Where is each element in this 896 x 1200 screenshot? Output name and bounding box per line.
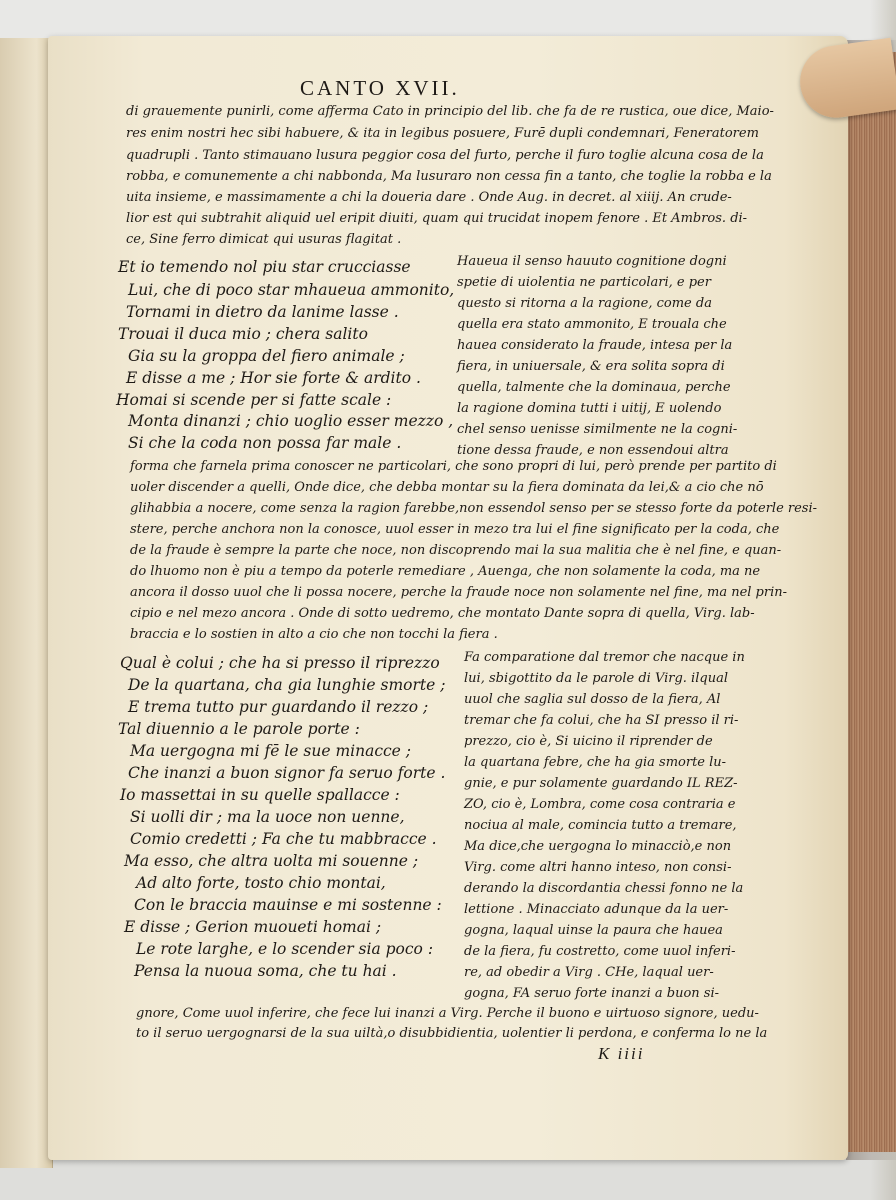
gloss-line: gogna, FA seruo forte inanzi a buon si- — [464, 986, 720, 1001]
gloss-line: gnie, e pur solamente guardando IL REZ- — [464, 776, 738, 791]
gloss-line: de la fiera, fu costretto, come uuol inferi- — [464, 944, 736, 959]
gloss-line: quella era stato ammonito, E trouala che — [457, 317, 727, 332]
verse-line: Tal diuennio a le parole porte : — [118, 720, 360, 738]
mid-commentary-line: de la fraude è sempre la parte che noce, non discoprendo mai la sua malitia che è nel fine, e quan- — [130, 543, 782, 558]
verse-line: Ma esso, che altra uolta mi souenne ; — [124, 852, 419, 870]
gloss-line: quella, talmente che la dominaua, perche — [457, 380, 731, 395]
mid-commentary-line: braccia e lo sostien in alto a cio che non tocchi la fiera . — [130, 627, 498, 642]
top-commentary-line: quadrupli . Tanto stimauano lusura peggior cosa del furto, perche il furo toglie alcuna cosa de la — [126, 148, 764, 163]
gloss-line: Haueua il senso hauuto cognitione dogni — [457, 254, 727, 269]
gloss-line: Virg. come altri hanno inteso, non consi- — [464, 860, 732, 875]
gloss-line: la ragione domina tutti i uitij, E uolendo — [457, 401, 722, 416]
mid-commentary-line: glihabbia a nocere, come senza la ragion farebbe,non essendol senso per se stesso forte da poterle resi- — [130, 501, 818, 516]
gloss-line: ZO, cio è, Lombra, come cosa contraria e — [464, 797, 736, 812]
top-commentary-line: uita insieme, e massimamente a chi la doueria dare . Onde Aug. in decret. al xiiij. An crude- — [126, 190, 732, 205]
gloss-line: Ma dice,che uergogna lo minacciò,e non — [464, 839, 732, 854]
gloss-line: gogna, laqual uinse la paura che hauea — [464, 923, 723, 938]
gloss-line: questo si ritorna a la ragione, come da — [457, 296, 712, 311]
verse-line: Tornami in dietro da lanime lasse . — [126, 303, 399, 321]
gloss-line: derando la discordantia chessi fonno ne la — [464, 881, 744, 896]
verse-line: Con le braccia mauinse e mi sostenne : — [134, 896, 442, 914]
signature-mark: K iiii — [598, 1044, 645, 1063]
verse-line: Et io temendo nol piu star crucciasse — [118, 258, 411, 276]
verse-line: E disse a me ; Hor sie forte & ardito . — [126, 369, 421, 387]
gloss-line: hauea considerato la fraude, intesa per la — [457, 338, 733, 353]
gloss-line: lettione . Minacciato adunque da la uer- — [464, 902, 729, 917]
gloss-line: fiera, in uniuersale, & era solita sopra di — [457, 359, 725, 374]
verse-line: Lui, che di poco star mhaueua ammonito, — [128, 281, 455, 299]
gloss-line: chel senso uenisse similmente ne la cogni- — [457, 422, 738, 437]
mid-commentary-line: cipio e nel mezo ancora . Onde di sotto uedremo, che montato Dante sopra di quella, Virg. lab- — [130, 606, 755, 621]
top-commentary-line: ce, Sine ferro dimicat qui usuras flagitat . — [126, 232, 402, 247]
gloss-line: re, ad obedir a Virg . CHe, laqual uer- — [464, 965, 714, 980]
top-commentary-line: lior est qui subtrahit aliquid uel eripit diuiti, quam qui trucidat inopem fenore . Et Ambros. di- — [126, 211, 748, 226]
gloss-line: uuol che saglia sul dosso de la fiera, Al — [464, 692, 721, 707]
mid-commentary-line: uoler discender a quelli, Onde dice, che debba montar su la fiera dominata da lei,& a cio che nō — [130, 480, 764, 495]
verse-line: Si uolli dir ; ma la uoce non uenne, — [130, 808, 405, 826]
verse-line: Homai si scende per si fatte scale : — [116, 391, 392, 409]
page-header: CANTO XVII. — [300, 76, 460, 100]
verse-line: Si che la coda non possa far male . — [128, 434, 402, 452]
left-page-edge — [0, 38, 53, 1168]
verse-line: Ma uergogna mi fē le sue minacce ; — [130, 742, 412, 760]
gloss-line: tione dessa fraude, e non essendoui altra — [457, 443, 729, 458]
gloss-line: nociua al male, comincia tutto a tremare, — [464, 818, 737, 833]
verse-line: E disse ; Gerion muoueti homai ; — [124, 918, 382, 936]
gloss-line: tremar che fa colui, che ha SI presso il ri- — [464, 713, 739, 728]
top-commentary-line: di grauemente punirli, come afferma Cato in principio del lib. che fa de re rustica, oue dice, Maio- — [126, 104, 774, 119]
gloss-line: prezzo, cio è, Si uicino il riprender de — [464, 734, 713, 749]
verse-line: Qual è colui ; che ha si presso il riprezzo — [120, 654, 440, 672]
verse-line: Monta dinanzi ; chio uoglio esser mezzo , — [128, 412, 454, 430]
top-commentary-line: robba, e comunemente a chi nabbonda, Ma lusuraro non cessa fin a tanto, che toglie la robba e la — [126, 169, 772, 184]
mid-commentary-line: stere, perche anchora non la conosce, uuol esser in mezo tra lui el fine significato per la coda, che — [130, 522, 780, 537]
verse-line: Pensa la nuoua soma, che tu hai . — [134, 962, 397, 980]
verse-line: Trouai il duca mio ; chera salito — [118, 325, 368, 343]
bottom-commentary-line: to il seruo uergognarsi de la sua uiltà,o disubbidientia, uolentier li perdona, e conferma lo ne la — [136, 1026, 768, 1041]
gloss-line: lui, sbigottito da le parole di Virg. ilqual — [464, 671, 728, 686]
verse-line: Che inanzi a buon signor fa seruo forte . — [128, 764, 446, 782]
gloss-line: Fa comparatione dal tremor che nacque in — [464, 650, 745, 665]
mid-commentary-line: forma che farnela prima conoscer ne particolari, che sono propri di lui, però prende per partito di — [130, 459, 777, 474]
verse-line: Ad alto forte, tosto chio montai, — [136, 874, 386, 892]
verse-line: Comio credetti ; Fa che tu mabbracce . — [130, 830, 437, 848]
mid-commentary-line: do lhuomo non è piu a tempo da poterle remediare , Auenga, che non solamente la coda, ma ne — [130, 564, 761, 579]
verse-line: Gia su la groppa del fiero animale ; — [128, 347, 405, 365]
gloss-line: la quartana febre, che ha gia smorte lu- — [464, 755, 727, 770]
gloss-line: spetie di uiolentia ne particolari, e per — [457, 275, 711, 290]
verse-line: De la quartana, cha gia lunghie smorte ; — [128, 676, 446, 694]
bottom-commentary-line: gnore, Come uuol inferire, che fece lui inanzi a Virg. Perche il buono e uirtuoso signore, uedu- — [136, 1006, 759, 1021]
verse-line: E trema tutto pur guardando il rezzo ; — [128, 698, 429, 716]
verse-line: Io massettai in su quelle spallacce : — [120, 786, 400, 804]
top-commentary-line: res enim nostri hec sibi habuere, & ita in legibus posuere, Furē dupli condemnari, Feneratorem — [126, 126, 759, 141]
mid-commentary-line: ancora il dosso uuol che li possa nocere, perche la fraude noce non solamente nel fine, ma nel prin- — [130, 585, 788, 600]
verse-line: Le rote larghe, e lo scender sia poco : — [136, 940, 434, 958]
